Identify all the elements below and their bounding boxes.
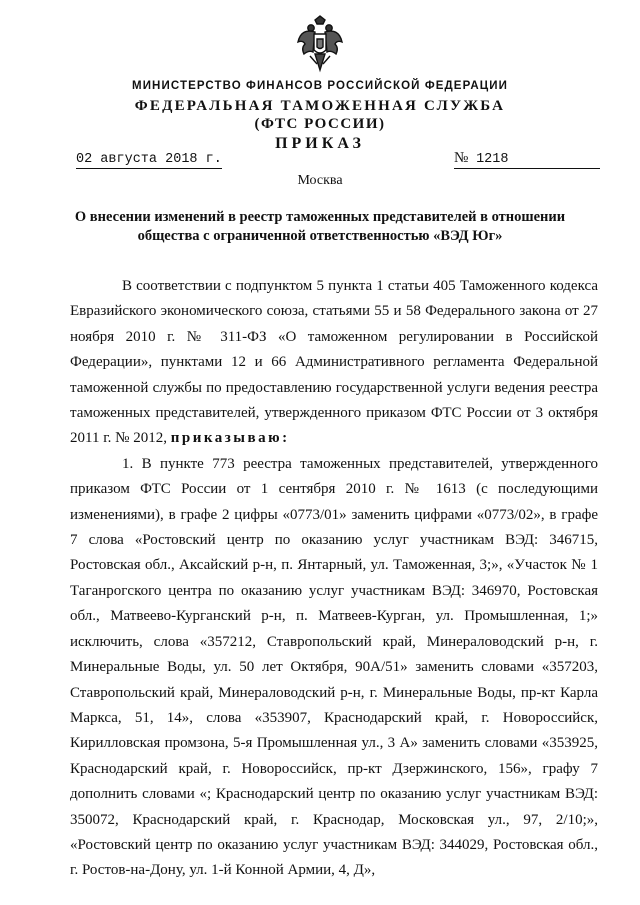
order-phrase: приказываю: <box>170 430 290 447</box>
ministry-name: МИНИСТЕРСТВО ФИНАНСОВ РОССИЙСКОЙ ФЕДЕРАЦИИ <box>132 80 508 92</box>
order-date: 02 августа 2018 г. <box>76 152 222 167</box>
preamble-paragraph <box>70 274 598 452</box>
order-number <box>454 150 600 169</box>
preamble-text: В соответствии с подпунктом 5 пункта 1 статьи 405 Таможенного кодекса Евразийского экономического союза, статьями 55 и 58 Федерального закона от 27 ноября 2010 г. № 311-ФЗ «О таможенном регулировании в Российской Федерации», пунктами 12 и 66 Административного регламента Федеральной таможенной службы по предоставлению государственной услуги ведения реестра таможенных представителей, утвержденного приказом ФТС России от 3 октября 2011 г. № 2012, <box>70 278 598 447</box>
order-number-value: 1218 <box>476 152 509 167</box>
item-1-paragraph: 1. В пункте 773 реестра таможенных представителей, утвержденного приказом ФТС России от 1 сентября 2010 г. № 1613 (с последующими изменениями), в графе 2 цифры «0773/01» заменить цифрами «0773/02», в графе 7 слова «Ростовский центр по оказанию услуг участникам ВЭД: 346715, Ростовская обл., Аксайский р-н, п. Янтарный, ул. Таможенная, 3;», «Участок № 1 Таганрогского центра по оказанию услуг участникам ВЭД: 346970, Ростовская обл., Матвеево-Курганский р-н, п. Матвеев-Курган, ул. Промышленная, 1;» исключить, слова «357212, Ставропольский край, Минераловодский р-н, г. Минеральные Воды, ул. 50 лет Октября, 90А/51» заменить словами «357203, Ставропольский край, Минераловодский р-н, г. Минеральные Воды, пр-кт Карла Маркса, 51, 14», слова «353907, Краснодарский край, г. Новороссийск, Кирилловская промзона, 5-я Промышленная ул., 3 А» заменить словами «353925, Краснодарский край, г. Новороссийск, пр-кт Дзержинского, 156», графу 7 дополнить словами «; Краснодарский центр по оказанию услуг участникам ВЭД: 350072, Краснодарский край, г. Краснодар, Московская ул., 97, 2/10;», «Ростовский центр по оказанию услуг участникам ВЭД: 344029, Ростовская обл., г. Ростов-на-Дону, ул. 1-й Конной Армии, 4, Д», <box>70 455 598 879</box>
order-body <box>70 274 598 884</box>
service-name: ФЕДЕРАЛЬНАЯ ТАМОЖЕННАЯ СЛУЖБА <box>134 98 506 114</box>
city: Москва <box>297 173 343 188</box>
service-abbreviation: (ФТС РОССИИ) <box>254 116 386 132</box>
order-number-label: № <box>454 150 469 166</box>
coat-of-arms-icon <box>295 14 345 74</box>
document-type: ПРИКАЗ <box>275 135 365 152</box>
order-title: О внесении изменений в реестр таможенных представителей в отношении общества с ограниченной ответственностью «ВЭД Юг» <box>74 209 566 244</box>
